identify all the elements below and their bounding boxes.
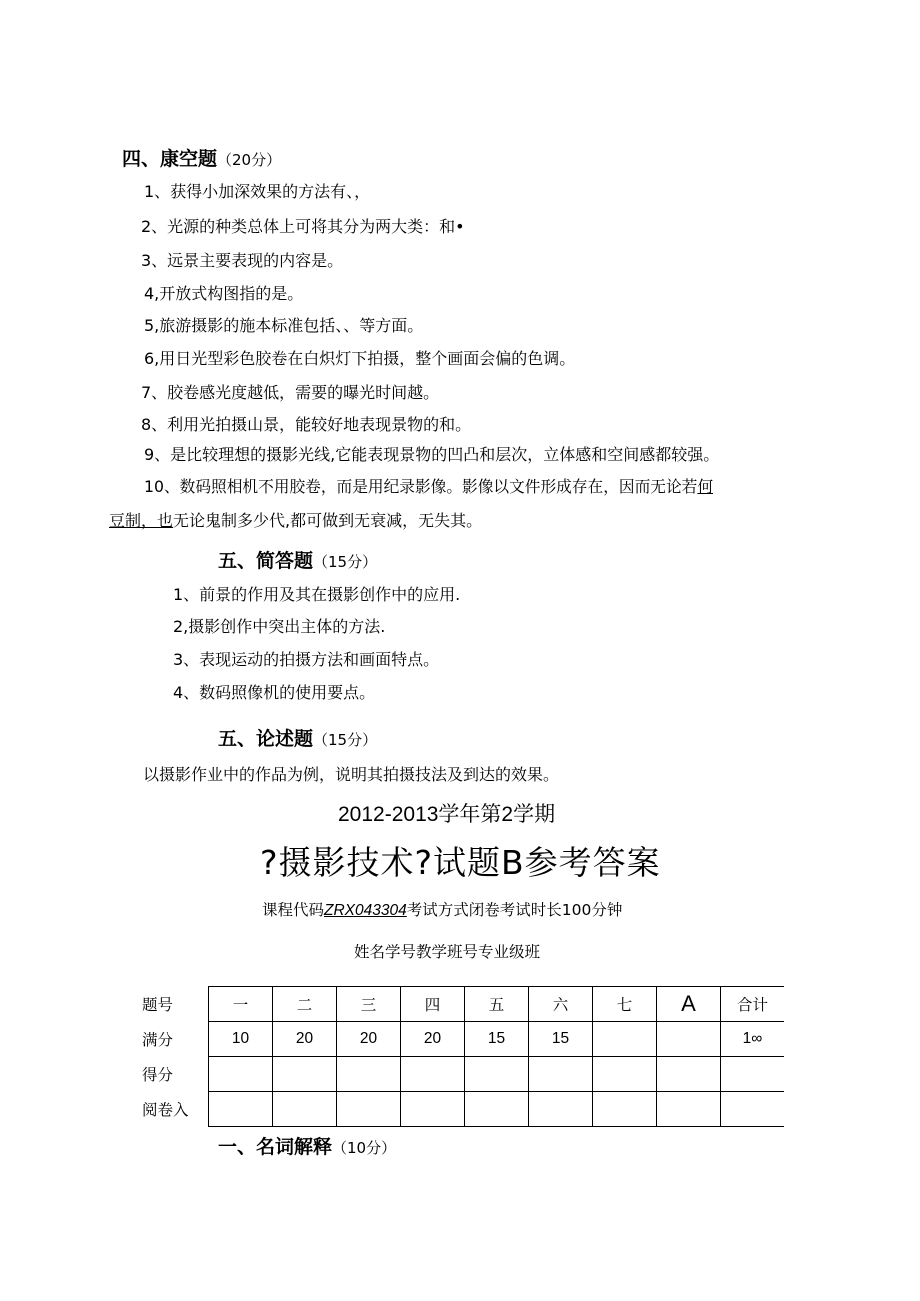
- s4-item-2: 2、光源的种类总体上可将其分为两大类：和•: [141, 217, 465, 236]
- earned-cell: [721, 1057, 785, 1092]
- full-1: 10: [209, 1022, 273, 1057]
- full-8: [657, 1022, 721, 1057]
- full-5: 15: [465, 1022, 529, 1057]
- full-3: 20: [337, 1022, 401, 1057]
- earned-cell: [529, 1057, 593, 1092]
- s4-item-4: 4,开放式构图指的是。: [144, 284, 304, 303]
- s4-item-7: 7、胶卷感光度越低，需要的曝光时间越。: [141, 383, 440, 402]
- s5b-item: 以摄影作业中的作品为例，说明其拍摄技法及到达的效果。: [143, 765, 560, 784]
- col-header-3: 三: [337, 987, 401, 1022]
- grader-cell: [337, 1092, 401, 1127]
- full-total: 1∞: [721, 1022, 785, 1057]
- full-2: 20: [273, 1022, 337, 1057]
- score-row-earned: [138, 1057, 784, 1092]
- s5a-item-1: 1、前景的作用及其在摄影创作中的应用.: [173, 585, 461, 604]
- grader-cell: [273, 1092, 337, 1127]
- s4-item-10-underlined-2: 豆制，也: [109, 511, 174, 530]
- term-title: 2012-2013学年第2学期: [338, 803, 556, 826]
- col-header-5: 五: [465, 987, 529, 1022]
- row-label-question: 题号: [142, 996, 174, 1014]
- row-label-full: 满分: [142, 1031, 174, 1049]
- row-label-grader: 阅卷入: [142, 1101, 189, 1119]
- section4-title: 四、康空题: [122, 148, 218, 170]
- s4-item-3: 3、远景主要表现的内容是。: [141, 251, 344, 270]
- s4-item-9: 9、是比较理想的摄影光线,它能表现景物的凹凸和层次，立体感和空间感都较强。: [144, 445, 720, 464]
- section1-heading: [218, 1132, 396, 1159]
- course-code: ZRX043304: [324, 902, 407, 919]
- col-header-6: 六: [529, 987, 593, 1022]
- course-prefix: 课程代码: [262, 901, 325, 919]
- s4-item-10-line1: [144, 475, 713, 497]
- s4-item-10-line2: [109, 508, 482, 531]
- s5a-item-4: 4、数码照像机的使用要点。: [173, 683, 376, 702]
- section5b-points: （15分）: [313, 731, 378, 749]
- grader-cell: [465, 1092, 529, 1127]
- s4-item-10-text: 10、数码照相机不用胶卷，而是用纪录影像。影像以文件形成存在，因而无论若: [144, 477, 698, 496]
- score-row-header: [138, 987, 784, 1022]
- col-header-1: 一: [209, 987, 273, 1022]
- full-6: 15: [529, 1022, 593, 1057]
- earned-cell: [593, 1057, 657, 1092]
- s4-item-5: 5,旅游摄影的施本标准包括、、等方面。: [144, 316, 424, 335]
- earned-cell: [209, 1057, 273, 1092]
- student-info: 姓名学号教学班号专业级班: [354, 943, 541, 961]
- earned-cell: [465, 1057, 529, 1092]
- score-table: [138, 986, 784, 1127]
- s4-item-10-underlined: 何: [697, 477, 714, 496]
- grader-cell: [721, 1092, 785, 1127]
- grader-cell: [593, 1092, 657, 1127]
- course-suffix: 考试方式闭卷考试时长100分钟: [406, 901, 623, 919]
- section5a-points: （15分）: [313, 553, 378, 571]
- grader-cell: [401, 1092, 465, 1127]
- col-header-4: 四: [401, 987, 465, 1022]
- s4-item-1: 1、获得小加深效果的方法有、，: [144, 182, 371, 201]
- score-row-full: [138, 1022, 784, 1057]
- col-header-total: 合计: [721, 987, 785, 1022]
- s4-item-6: 6,用日光型彩色胶卷在白炽灯下拍摄，整个画面会偏的色调。: [144, 349, 576, 368]
- earned-cell: [337, 1057, 401, 1092]
- col-header-7: 七: [593, 987, 657, 1022]
- s5a-item-3: 3、表现运动的拍摄方法和画面特点。: [173, 650, 440, 669]
- grader-cell: [529, 1092, 593, 1127]
- section1-title: 一、名词解释: [218, 1136, 333, 1158]
- full-7: [593, 1022, 657, 1057]
- earned-cell: [401, 1057, 465, 1092]
- col-header-8: A: [657, 987, 721, 1022]
- section4-points: （20分）: [217, 151, 282, 169]
- row-label-earned: 得分: [142, 1066, 174, 1084]
- earned-cell: [657, 1057, 721, 1092]
- grader-cell: [209, 1092, 273, 1127]
- s4-item-8: 8、利用光拍摄山景，能较好地表现景物的和。: [141, 415, 472, 434]
- section5a-title: 五、简答题: [218, 550, 314, 572]
- section4-heading: [122, 144, 281, 171]
- exam-main-title: ?摄影技术?试题B参考答案: [260, 843, 661, 882]
- s4-item-10-rest: 无论鬼制多少代,都可做到无衰减，无失其。: [173, 511, 483, 530]
- course-info: [262, 898, 622, 920]
- s5a-item-2: 2,摄影创作中突出主体的方法.: [173, 617, 386, 636]
- section5a-heading: [218, 546, 377, 573]
- section1-points: （10分）: [332, 1139, 397, 1157]
- full-4: 20: [401, 1022, 465, 1057]
- earned-cell: [273, 1057, 337, 1092]
- score-row-grader: [138, 1092, 784, 1127]
- section5b-heading: [218, 724, 377, 751]
- col-header-2: 二: [273, 987, 337, 1022]
- grader-cell: [657, 1092, 721, 1127]
- section5b-title: 五、论述题: [218, 728, 314, 750]
